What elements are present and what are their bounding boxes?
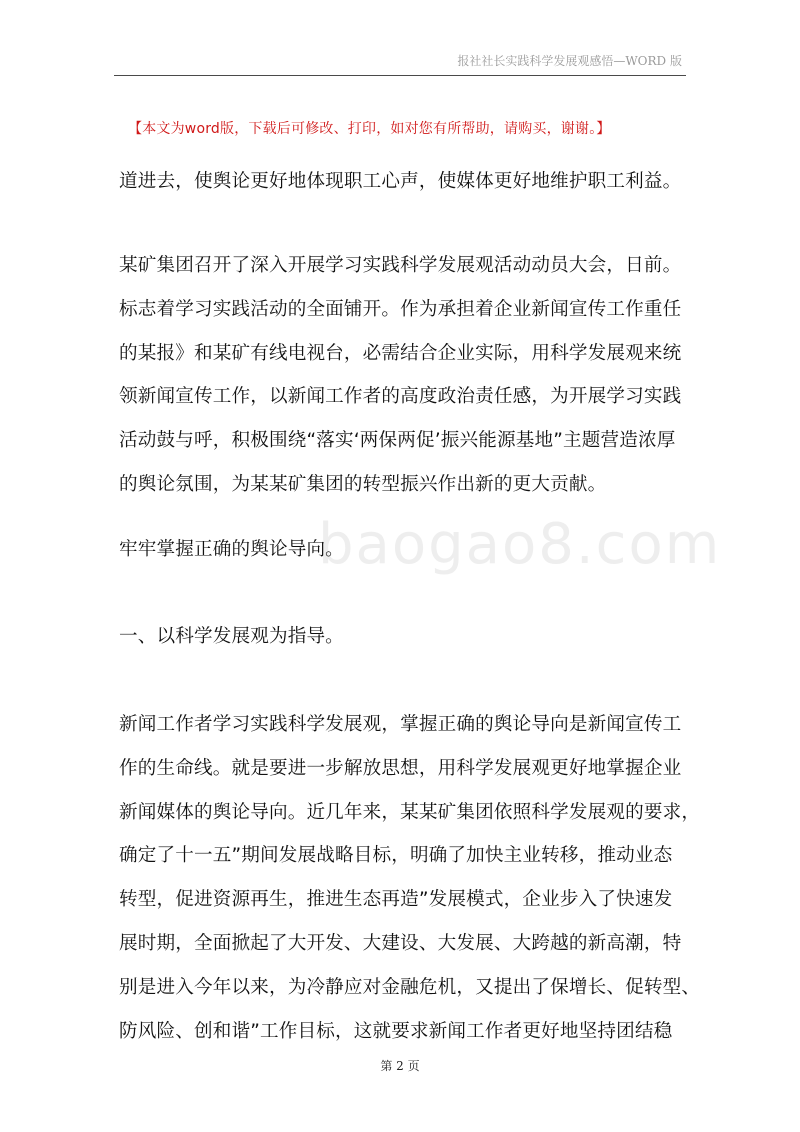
text-line: 确定了十一五”期间发展战略目标，明确了加快主业转移，推动业态 xyxy=(119,845,673,867)
text-line: 作的生命线。就是要进一步解放思想，用科学发展观更好地掌握企业 xyxy=(119,757,682,779)
paragraph-2 xyxy=(119,244,689,507)
paragraph-3 xyxy=(119,528,689,572)
text-line: 新闻媒体的舆论导向。近几年来，某某矿集团依照科学发展观的要求， xyxy=(119,801,701,823)
paragraph-5 xyxy=(119,703,701,1053)
text-line: 新闻工作者学习实践科学发展观，掌握正确的舆论导向是新闻宣传工 xyxy=(119,714,682,735)
text-line: 的某报》和某矿有线电视台，必需结合企业实际，用科学发展观来统 xyxy=(119,342,682,364)
running-header: 报社社长实践科学发展观感悟—WORD 版 xyxy=(457,54,682,68)
paragraph-4 xyxy=(119,615,689,659)
text-line: 展时期，全面掀起了大开发、大建设、大发展、大跨越的新高潮，特 xyxy=(119,932,682,954)
text-line: 活动鼓与呼，积极围绕“落实‘两保两促’振兴能源基地”主题营造浓厚 xyxy=(119,430,676,452)
page-number: 第 2 页 xyxy=(380,1059,420,1073)
text-line: 的舆论氛围，为某某矿集团的转型振兴作出新的更大贡献。 xyxy=(119,473,607,495)
text-line: 牢牢掌握正确的舆论导向。 xyxy=(119,539,344,560)
text-line: 转型，促进资源再生，推进生态再造”发展模式，企业步入了快速发 xyxy=(119,889,673,911)
header-divider xyxy=(114,75,686,76)
text-line: 道进去，使舆论更好地体现职工心声，使媒体更好地维护职工利益。 xyxy=(119,171,682,192)
text-line: 领新闻宣传工作，以新闻工作者的高度政治责任感，为开展学习实践 xyxy=(119,386,682,408)
text-line: 标志着学习实践活动的全面铺开。作为承担着企业新闻宣传工作重任 xyxy=(119,298,682,320)
watermark: baogao8.com xyxy=(318,512,722,577)
paragraph-1 xyxy=(119,160,689,204)
text-line: 某矿集团召开了深入开展学习实践科学发展观活动动员大会，日前。 xyxy=(119,255,682,276)
text-line: 别是进入今年以来，为冷静应对金融危机，又提出了保增长、促转型、 xyxy=(119,976,701,998)
download-notice: 【本文为word版，下载后可修改、打印，如对您有所帮助，请购买，谢谢。】 xyxy=(128,121,611,137)
text-line: 一、以科学发展观为指导。 xyxy=(119,626,344,647)
text-line: 防风险、创和谐”工作目标，这就要求新闻工作者更好地坚持团结稳 xyxy=(119,1020,673,1042)
